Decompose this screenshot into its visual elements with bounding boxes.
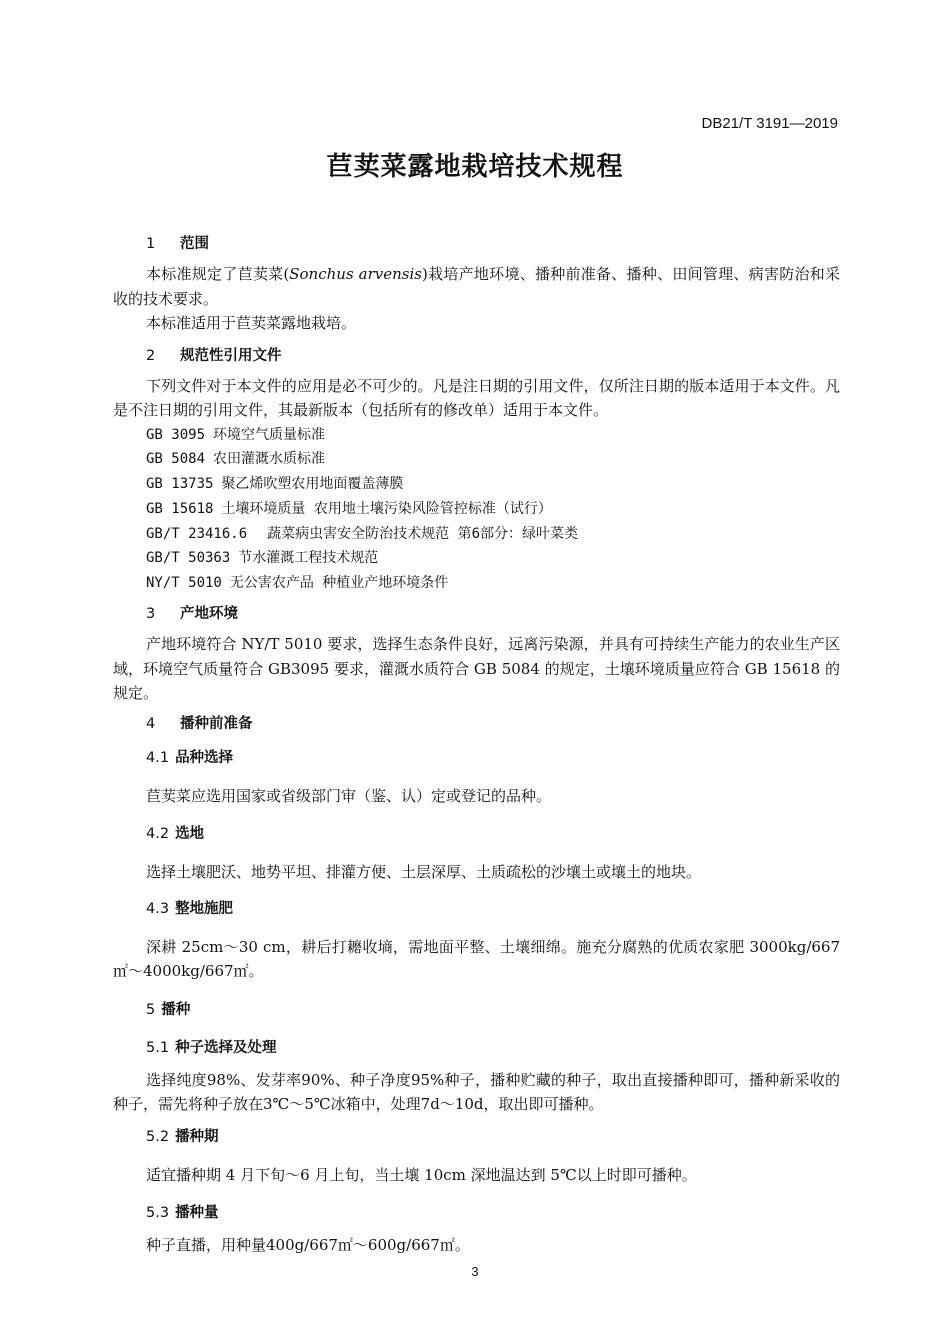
section-heading-preparation — [146, 712, 840, 736]
section-number: 3 — [146, 606, 156, 623]
paragraph: 选择土壤肥沃、地势平坦、排灌方便、土层深厚、土质疏松的沙壤土或壤土的地块。 — [146, 863, 702, 882]
section-number: 2 — [146, 347, 156, 364]
subsection-title: 品种选择 — [175, 749, 234, 766]
ref-title: 土壤环境质量 农用地土壤污染风险管控标准（试行） — [221, 500, 552, 517]
reference-item — [146, 447, 840, 472]
subsection-title: 整地施肥 — [175, 900, 234, 917]
section-title: 范围 — [180, 236, 209, 252]
section-number: 5 — [146, 1001, 156, 1018]
subsection-number: 5.3 — [146, 1205, 170, 1222]
subsection-heading — [146, 1201, 840, 1225]
page-title: 苣荬菜露地栽培技术规程 — [326, 152, 624, 182]
subsection-number: 4.2 — [146, 826, 170, 843]
reference-list — [113, 423, 840, 597]
paragraph: 苣荬菜应选用国家或省级部门审（鉴、认）定或登记的品种。 — [146, 786, 552, 805]
subsection-heading — [146, 1125, 840, 1149]
ref-code: GB 5084 — [146, 451, 206, 468]
section-heading-references — [146, 344, 840, 368]
ref-title: 蔬菜病虫害安全防治技术规范 第6部分：绿叶菜类 — [267, 525, 579, 542]
section-number: 1 — [146, 236, 156, 252]
ref-title: 节水灌溉工程技术规范 — [238, 550, 379, 567]
section-heading-sowing — [146, 998, 840, 1022]
subsection-heading — [146, 746, 840, 770]
reference-item — [146, 522, 840, 547]
subsection-number: 5.2 — [146, 1128, 170, 1145]
subsection-title: 播种期 — [175, 1128, 219, 1145]
subsection-title: 种子选择及处理 — [175, 1039, 277, 1056]
section-title: 产地环境 — [180, 606, 238, 623]
ref-code: GB 15618 — [146, 500, 214, 517]
ref-code: GB 3095 — [146, 426, 206, 443]
ref-code: GB/T 50363 — [146, 550, 231, 567]
paragraph — [113, 262, 840, 311]
ref-code: NY/T 5010 — [146, 575, 222, 592]
reference-item — [146, 472, 840, 497]
paragraph: 选择纯度98%、发芽率90%、种子净度95%种子，播种贮藏的种子，取出直接播种即可，播种新采收的种子，需先将种子放在3℃～5℃冰箱中，处理7d～10d，取出即可播种。 — [113, 1070, 840, 1114]
section-heading-scope — [146, 232, 840, 256]
subsection-title: 播种量 — [175, 1205, 219, 1222]
ref-title: 环境空气质量标准 — [213, 426, 326, 443]
reference-item — [146, 497, 840, 522]
subsection-number: 4.3 — [146, 900, 170, 917]
paragraph: 深耕 25cm～30 cm，耕后打耱收墒，需地面平整、土壤细绵。施充分腐熟的优质农家肥 3000kg/667㎡～4000kg/667㎡。 — [113, 937, 840, 981]
subsection-heading — [146, 822, 840, 846]
subsection-title: 选地 — [175, 826, 205, 843]
ref-title: 无公害农产品 种植业产地环境条件 — [229, 575, 449, 592]
paragraph: 种子直播，用种量400g/667㎡～600g/667㎡。 — [146, 1236, 470, 1255]
paragraph: 下列文件对于本文件的应用是必不可少的。凡是注日期的引用文件，仅所注日期的版本适用于本文件。凡是不注日期的引用文件，其最新版本（包括所有的修改单）适用于本文件。 — [113, 376, 840, 419]
paragraph: 本标准适用于苣荬菜露地栽培。 — [146, 314, 357, 332]
subsection-number: 4.1 — [146, 749, 170, 766]
page-number: 3 — [471, 1264, 479, 1279]
reference-item — [146, 571, 840, 596]
section-heading-environment — [146, 602, 840, 626]
subsection-heading — [146, 897, 840, 921]
ref-title: 农田灌溉水质标准 — [213, 451, 326, 468]
ref-code: GB 13735 — [146, 476, 214, 493]
reference-item — [146, 423, 840, 448]
standard-code: DB21/T 3191—2019 — [701, 115, 838, 132]
text: 本标准规定了苣荬菜( — [146, 265, 290, 283]
ref-title: 聚乙烯吹塑农用地面覆盖薄膜 — [221, 476, 404, 493]
paragraph: 产地环境符合 NY/T 5010 要求，选择生态条件良好，远离污染源，并具有可持续生产能力的农业生产区域，环境空气质量符合 GB3095 要求，灌溉水质符合 GB 5084 的规定，土壤环境质量应符合 GB 15618 的规定。 — [113, 635, 840, 703]
section-title: 播种前准备 — [180, 715, 253, 732]
reference-item — [146, 546, 840, 571]
subsection-number: 5.1 — [146, 1039, 170, 1056]
section-title: 播种 — [161, 1001, 191, 1018]
subsection-heading — [146, 1036, 840, 1060]
section-title: 规范性引用文件 — [180, 347, 282, 364]
text: )栽培产地环境、播种前准备、播种、田间管理、病害防治和采收的技术要求。 — [113, 265, 841, 308]
section-number: 4 — [146, 715, 156, 732]
ref-code: GB/T 23416.6 — [146, 525, 248, 542]
latin-name: Sonchus arvensis — [289, 265, 422, 283]
paragraph: 适宜播种期 4 月下旬～6 月上旬，当土壤 10cm 深地温达到 5℃以上时即可播种。 — [146, 1165, 697, 1184]
document-body — [113, 228, 840, 1258]
